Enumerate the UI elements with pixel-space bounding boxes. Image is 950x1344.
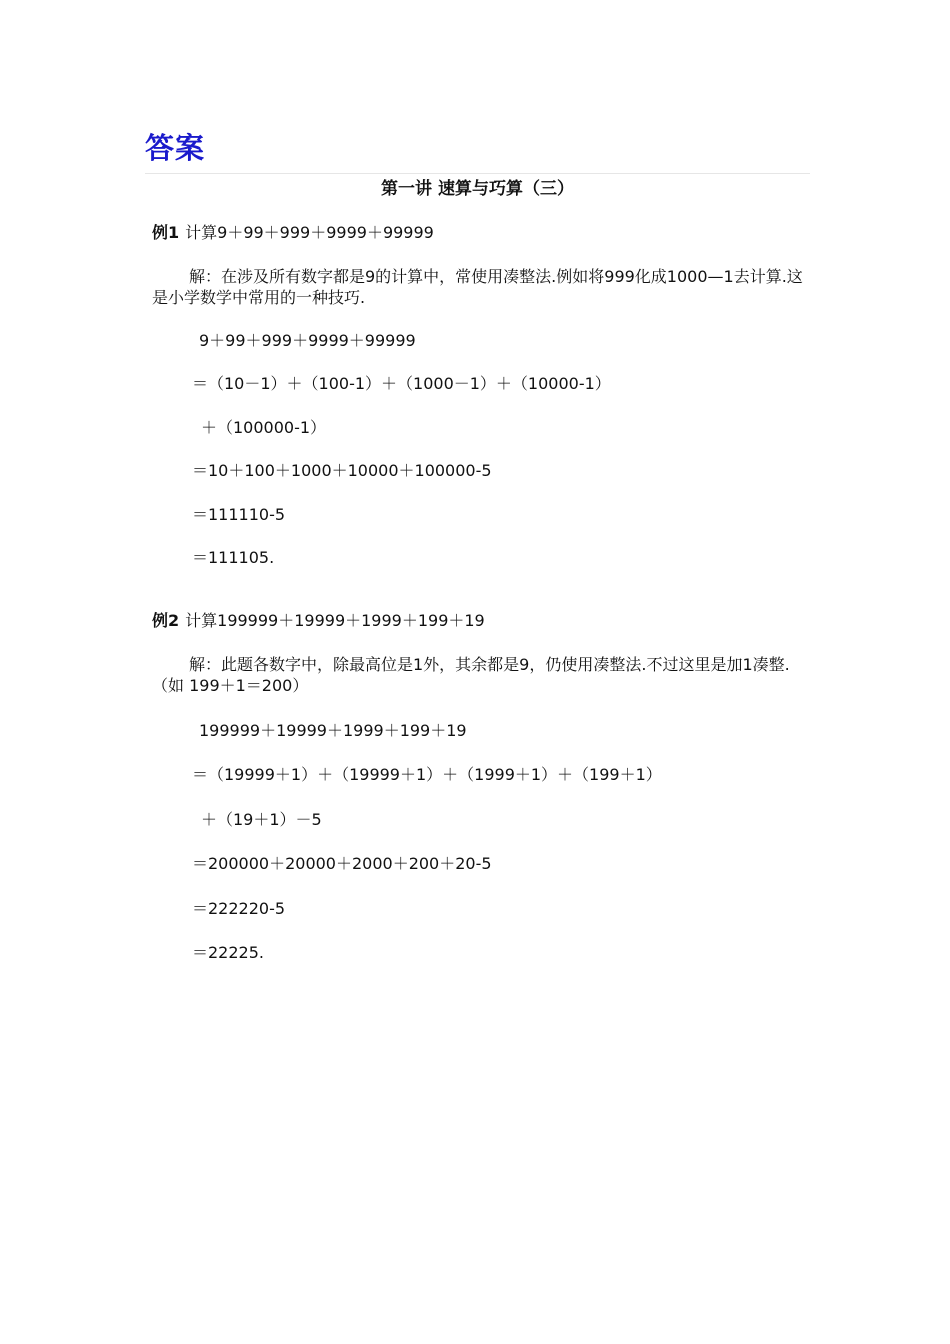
example-2-question-line <box>152 610 485 632</box>
example-1-step-2: ＝（10－1）＋（100-1）＋（1000－1）＋（10000-1） <box>192 374 611 393</box>
example-2-step-1: 199999＋19999＋1999＋199＋19 <box>199 721 467 740</box>
example-2-label: 例2 <box>152 611 180 630</box>
example-1-step-4: ＝10＋100＋1000＋10000＋100000-5 <box>192 461 492 480</box>
example-1-step-1: 9＋99＋999＋9999＋99999 <box>199 331 416 350</box>
example-1-label: 例1 <box>152 223 180 242</box>
example-2-solution: 解：此题各数字中，除最高位是1外，其余都是9，仍使用凑整法.不过这里是加1凑整.（如 199＋1＝200） <box>152 655 790 695</box>
example-1-step-3: ＋（100000-1） <box>201 418 327 437</box>
example-1-question-line <box>152 222 434 244</box>
lecture-title: 第一讲 速算与巧算（三） <box>381 179 574 199</box>
example-2-step-2: ＝（19999＋1）＋（19999＋1）＋（1999＋1）＋（199＋1） <box>192 765 662 784</box>
example-2-question: 计算199999＋19999＋1999＋199＋19 <box>185 611 485 630</box>
example-1-step-5: ＝111110-5 <box>192 505 286 524</box>
example-1-question: 计算9＋99＋999＋9999＋99999 <box>185 223 434 242</box>
example-1-step-6: ＝111105. <box>192 548 275 567</box>
answer-heading: 答案 <box>145 131 206 165</box>
example-2-step-4: ＝200000＋20000＋2000＋200＋20-5 <box>192 854 492 873</box>
example-1-solution: 解：在涉及所有数字都是9的计算中，常使用凑整法.例如将999化成1000—1去计算.这是小学数学中常用的一种技巧. <box>152 267 803 307</box>
example-2-step-3: ＋（19＋1）－5 <box>201 810 322 829</box>
example-2-step-5: ＝222220-5 <box>192 899 286 918</box>
example-2-step-6: ＝22225. <box>192 943 264 962</box>
title-divider <box>145 173 810 174</box>
